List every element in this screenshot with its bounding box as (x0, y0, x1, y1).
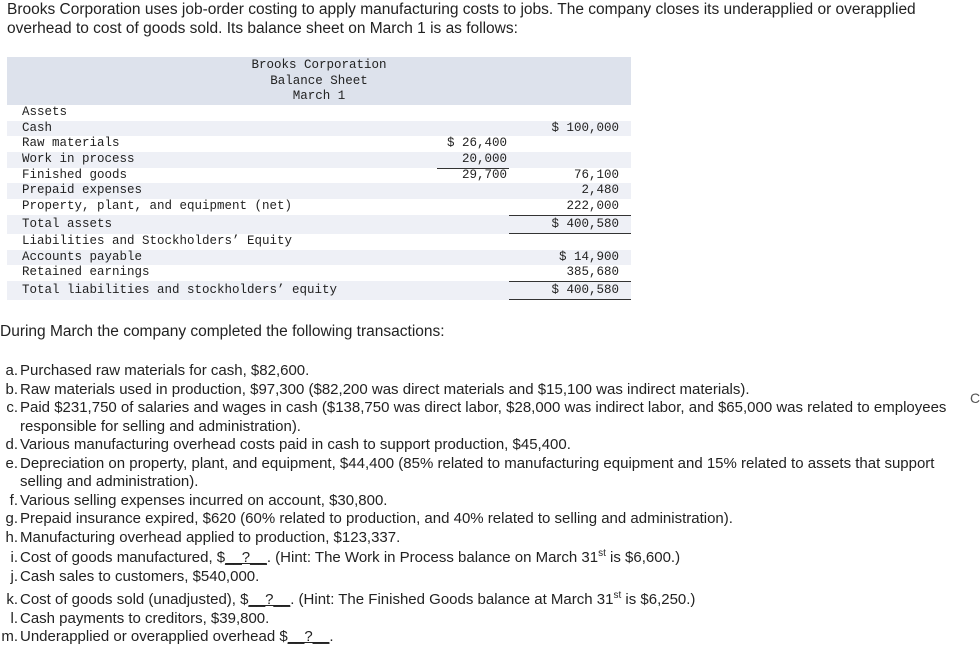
transaction-key: i. (10, 549, 18, 566)
assets-heading: Assets (22, 105, 68, 119)
transaction-text: Cash payments to creditors, $39,800. (20, 609, 270, 627)
transaction-key: b. (5, 380, 18, 398)
row-raw-materials (7, 136, 631, 152)
finished-goods-label: Finished goods (22, 167, 128, 182)
ordinal-suffix: st (598, 548, 606, 559)
row-cash (7, 121, 631, 137)
transaction-text: Manufacturing overhead applied to production, $123,337. (20, 528, 401, 546)
total-assets-value: $ 400,580 (551, 216, 619, 231)
transaction-text: Underapplied or overapplied overhead $ (20, 628, 288, 645)
intro-paragraph (7, 0, 947, 38)
accounts-payable-label: Accounts payable (22, 249, 143, 264)
answer-blank[interactable]: __?__ (287, 628, 330, 645)
transaction-a (0, 362, 960, 381)
raw-materials-amount: $ 26,400 (446, 136, 507, 151)
transaction-hint-end: is $6,600.) (605, 549, 681, 566)
transaction-key: a. (5, 362, 18, 379)
subtotal-rule (437, 168, 509, 169)
transaction-key: f. (9, 491, 18, 509)
answer-blank[interactable]: __?__ (248, 591, 291, 608)
transaction-text: Cost of goods sold (unadjusted), $ (20, 591, 249, 608)
row-total-assets (7, 215, 631, 234)
transaction-k (0, 591, 960, 610)
transaction-key: c. (6, 399, 18, 416)
row-work-in-process (7, 152, 631, 168)
transactions-intro: During March the company completed the following transactions: (0, 323, 445, 340)
row-accounts-payable (7, 250, 631, 266)
clipped-edge-glyph: C (970, 390, 980, 406)
transaction-f (0, 492, 960, 511)
transaction-j (0, 568, 960, 587)
transaction-text: Various selling expenses incurred on account, $30,800. (20, 491, 388, 509)
transaction-hint: . (Hint: The Work in Process balance on March 31 (266, 549, 599, 566)
transaction-g (0, 510, 960, 529)
transaction-m (0, 628, 960, 647)
transaction-text: Cash sales to customers, $540,000. (20, 567, 260, 585)
row-prepaid (7, 183, 631, 199)
transaction-key: d. (5, 436, 18, 453)
transaction-b (0, 381, 960, 400)
transaction-key: m. (1, 628, 18, 645)
row-ppe (7, 199, 631, 215)
transaction-text: Various manufacturing overhead costs paid in cash to support production, $45,400. (20, 436, 571, 453)
transaction-text: Raw materials used in production, $97,300 ($82,200 was direct materials and $15,100 was indirect materials). (20, 380, 750, 398)
transaction-c (0, 399, 960, 436)
transaction-text: Prepaid insurance expired, $620 (60% related to production, and 40% related to selling and administration). (20, 510, 733, 527)
transactions-list (0, 362, 960, 647)
retained-earnings-total: 385,680 (566, 265, 619, 280)
finished-goods-amount: 29,700 (461, 167, 507, 182)
row-assets-heading (7, 105, 631, 121)
transaction-key: g. (5, 510, 18, 527)
transaction-i (0, 549, 960, 568)
transaction-key: e. (5, 454, 18, 472)
transaction-text: Depreciation on property, plant, and equipment, $44,400 (85% related to manufacturing equipment and 15% related to assets that support selling and administration). (20, 454, 935, 490)
intro-text: Brooks Corporation uses job-order costing to apply manufacturing costs to jobs. The company closes its underapplied or overapplied overhead to cost of goods sold. Its balance sheet on March 1 is as follows: (7, 1, 916, 37)
statement-title: Balance Sheet (270, 73, 368, 88)
total-le-bottom-rule (509, 299, 631, 300)
company-name: Brooks Corporation (251, 58, 387, 72)
prepaid-total: 2,480 (581, 183, 619, 198)
transaction-text-end: . (329, 628, 334, 645)
inventory-total: 76,100 (573, 167, 619, 182)
transaction-text: Purchased raw materials for cash, $82,600. (20, 362, 310, 379)
balance-sheet (7, 57, 631, 300)
cash-total: $ 100,000 (551, 120, 619, 135)
statement-date: March 1 (292, 89, 346, 103)
transaction-hint: . (Hint: The Finished Goods balance at March 31 (290, 591, 614, 608)
answer-blank[interactable]: __?__ (225, 549, 267, 566)
transaction-key: j. (10, 567, 18, 585)
transaction-h (0, 529, 960, 548)
ppe-total: 222,000 (566, 199, 619, 214)
wip-amount: 20,000 (461, 152, 507, 167)
cash-label: Cash (22, 120, 53, 135)
total-le-value: $ 400,580 (551, 282, 619, 297)
transaction-hint-end: is $6,250.) (621, 591, 696, 608)
ordinal-suffix: st (613, 590, 622, 601)
transaction-key: h. (5, 528, 18, 546)
row-liab-heading (7, 234, 631, 250)
total-assets-label: Total assets (22, 216, 113, 231)
raw-materials-label: Raw materials (22, 136, 120, 151)
transaction-e (0, 455, 960, 492)
transaction-d (0, 436, 960, 455)
row-total-le (7, 281, 631, 300)
prepaid-label: Prepaid expenses (22, 183, 143, 198)
row-finished-goods (7, 168, 631, 184)
transaction-text: Paid $231,750 of salaries and wages in cash ($138,750 was direct labor, $28,000 was indirect labor, and $65,000 was related to employees responsible for selling and administration). (20, 399, 947, 435)
wip-label: Work in process (22, 152, 135, 167)
transaction-key: l. (10, 609, 18, 627)
retained-earnings-label: Retained earnings (22, 265, 150, 280)
transaction-text: Cost of goods manufactured, $ (20, 549, 226, 566)
row-retained-earnings (7, 265, 631, 281)
liabilities-heading: Liabilities and Stockholders’ Equity (22, 233, 293, 248)
transaction-key: k. (6, 591, 18, 608)
ppe-label: Property, plant, and equipment (net) (22, 199, 293, 214)
total-le-label: Total liabilities and stockholders’ equity (22, 282, 338, 297)
transaction-l (0, 610, 960, 629)
accounts-payable-total: $ 14,900 (558, 249, 619, 264)
balance-sheet-header (7, 57, 631, 105)
